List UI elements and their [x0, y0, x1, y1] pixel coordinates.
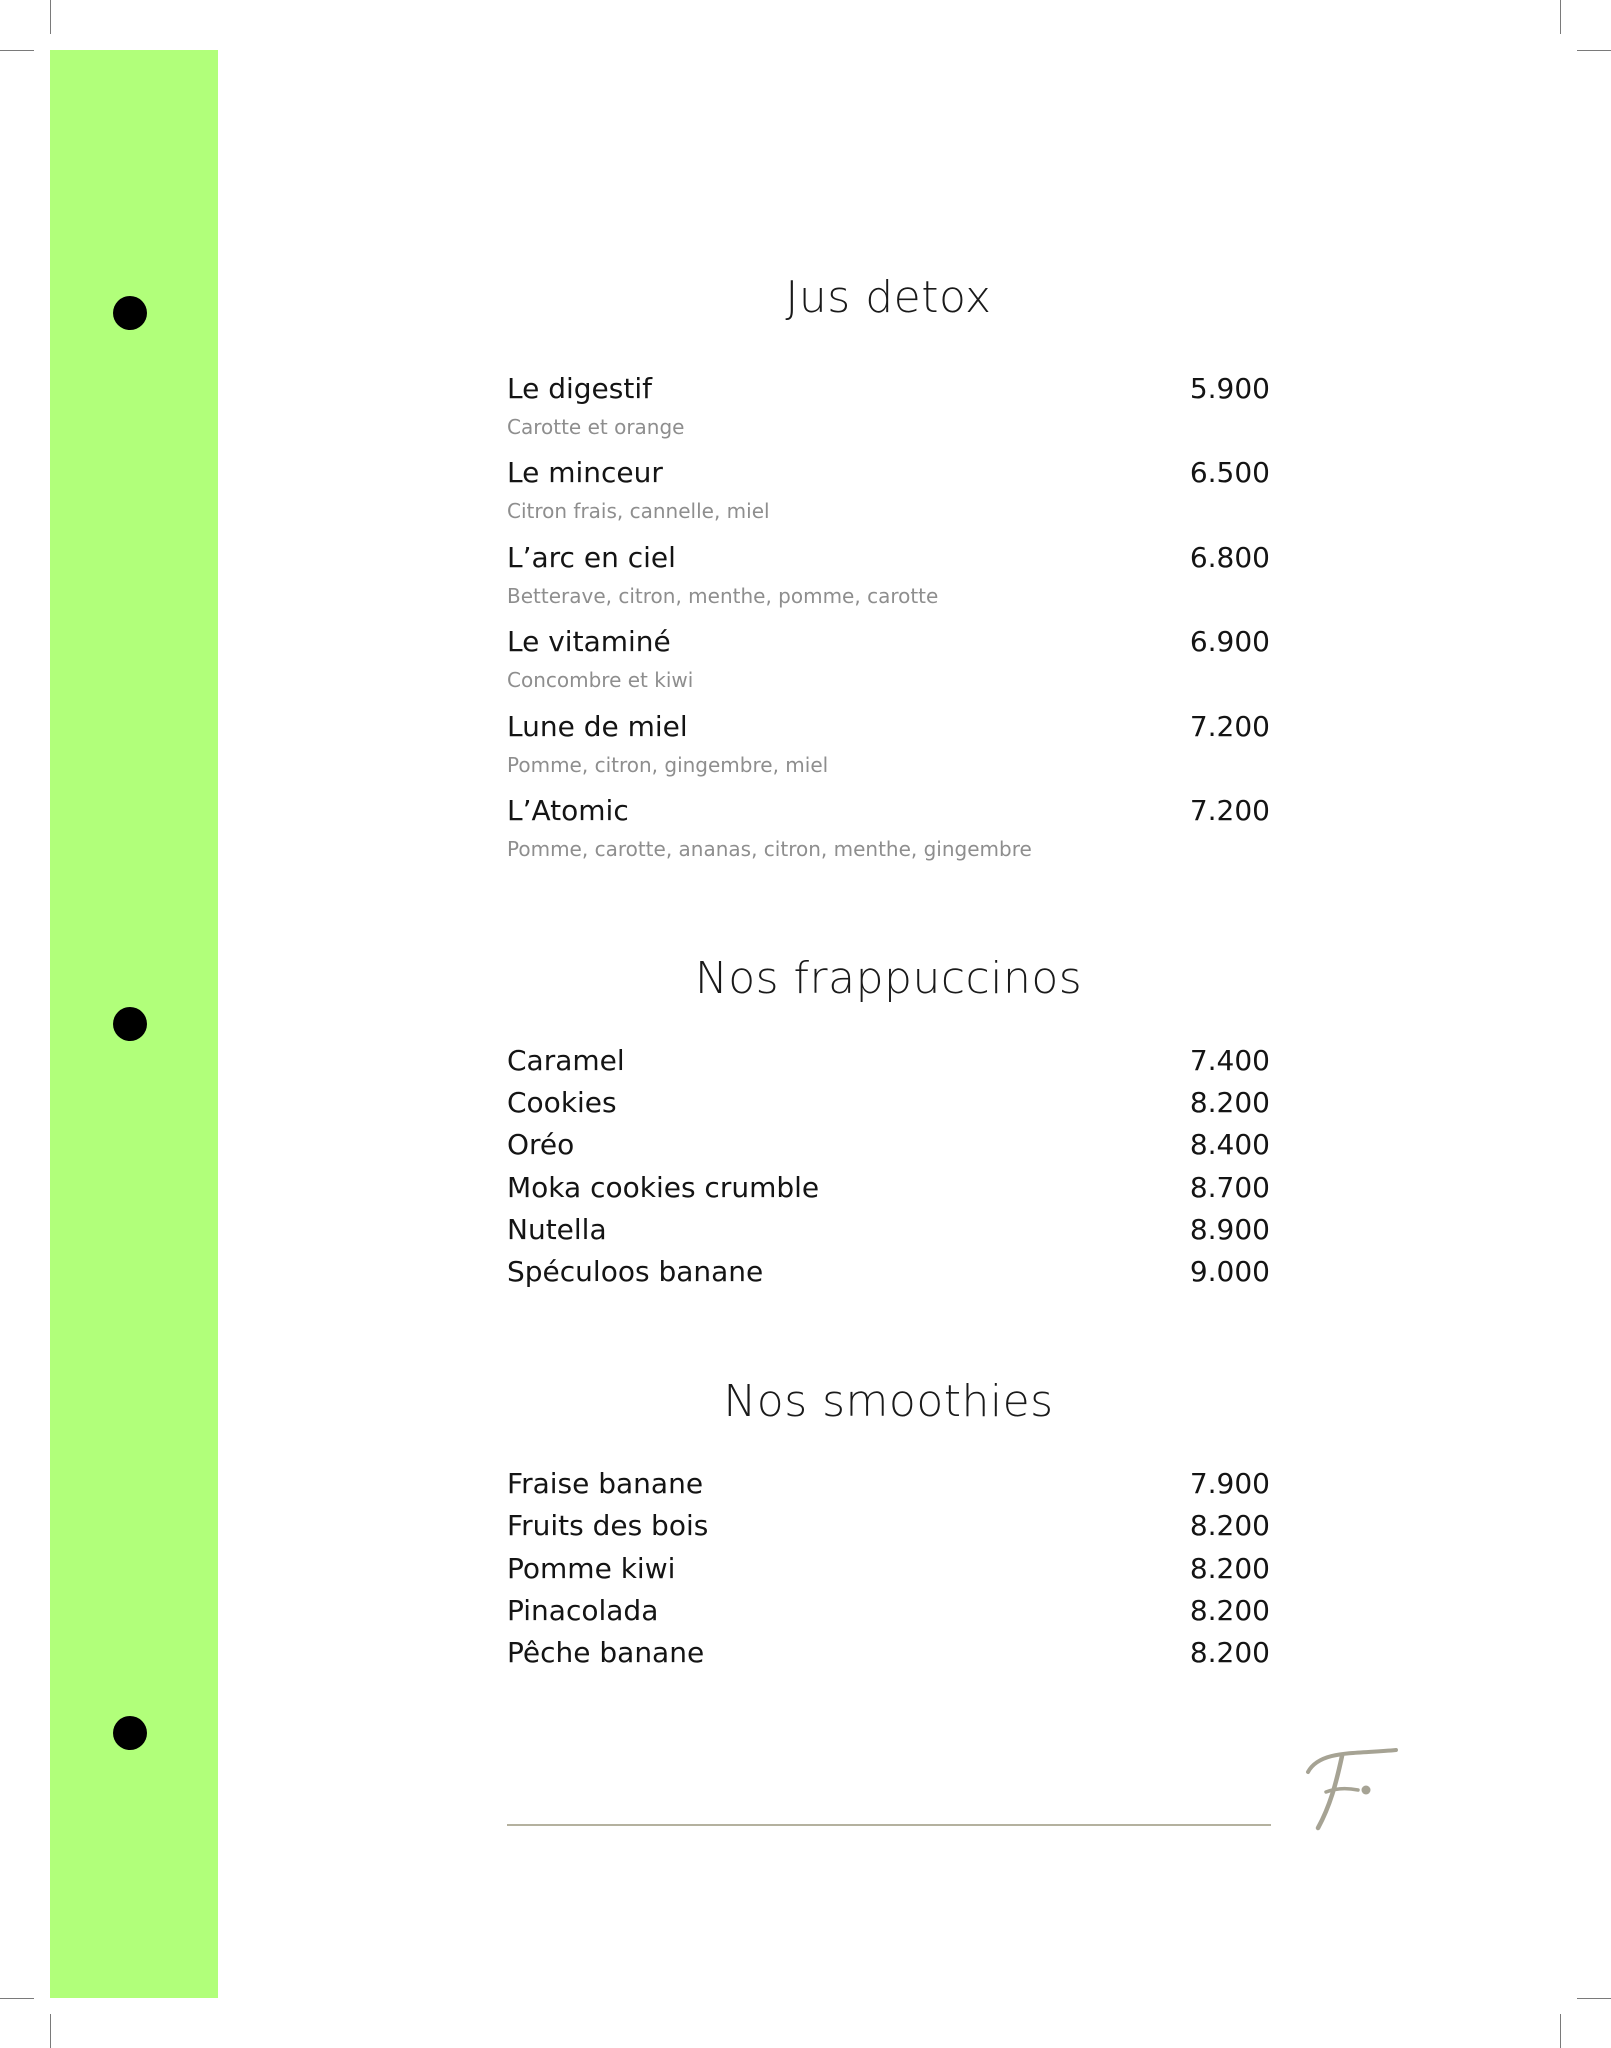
- menu-item-price: 8.200: [1189, 1086, 1270, 1119]
- menu-item-description: Concombre et kiwi: [507, 668, 694, 692]
- menu-item-price: 8.200: [1189, 1594, 1270, 1627]
- menu-item-price: 7.900: [1189, 1467, 1270, 1500]
- menu-item-name: Le vitaminé: [507, 625, 671, 658]
- menu-item-price: 6.900: [1189, 625, 1270, 658]
- menu-item-price: 8.400: [1189, 1128, 1270, 1161]
- binder-hole: [113, 1007, 147, 1041]
- menu-item-price: 8.200: [1189, 1552, 1270, 1585]
- menu-item-description: Pomme, carotte, ananas, citron, menthe, gingembre: [507, 837, 1032, 861]
- menu-item-price: 8.700: [1189, 1171, 1270, 1204]
- crop-mark: [50, 2014, 51, 2048]
- menu-item-name: Le minceur: [507, 456, 663, 489]
- menu-item-name: Nutella: [507, 1213, 607, 1246]
- crop-mark: [1560, 0, 1561, 34]
- menu-item-name: Fruits des bois: [507, 1509, 709, 1542]
- menu-item-name: Pomme kiwi: [507, 1552, 676, 1585]
- section-title-jus-detox: Jus detox: [785, 272, 992, 323]
- menu-item-description: Pomme, citron, gingembre, miel: [507, 753, 829, 777]
- menu-item-name: L’arc en ciel: [507, 541, 676, 574]
- menu-item-name: Oréo: [507, 1128, 575, 1161]
- menu-item-price: 6.800: [1189, 541, 1270, 574]
- menu-item-price: 8.900: [1189, 1213, 1270, 1246]
- menu-item-name: Fraise banane: [507, 1467, 704, 1500]
- binder-hole: [113, 1716, 147, 1750]
- menu-item-price: 9.000: [1189, 1255, 1270, 1288]
- menu-item-price: 5.900: [1189, 372, 1270, 405]
- crop-mark: [50, 0, 51, 34]
- menu-item-name: Lune de miel: [507, 710, 688, 743]
- menu-item-price: 8.200: [1189, 1509, 1270, 1542]
- menu-item-price: 7.200: [1189, 794, 1270, 827]
- menu-item-name: L’Atomic: [507, 794, 629, 827]
- menu-item-price: 6.500: [1189, 456, 1270, 489]
- menu-item-price: 8.200: [1189, 1636, 1270, 1669]
- crop-mark: [1577, 50, 1611, 51]
- menu-item-name: Pêche banane: [507, 1636, 705, 1669]
- crop-mark: [0, 50, 34, 51]
- menu-item-name: Caramel: [507, 1044, 625, 1077]
- footer-rule: [507, 1824, 1271, 1826]
- menu-item-name: Pinacolada: [507, 1594, 659, 1627]
- menu-item-description: Citron frais, cannelle, miel: [507, 499, 770, 523]
- binder-hole: [113, 296, 147, 330]
- f-monogram-logo: [1300, 1744, 1400, 1834]
- menu-item-name: Moka cookies crumble: [507, 1171, 820, 1204]
- menu-item-name: Le digestif: [507, 372, 652, 405]
- crop-mark: [1560, 2014, 1561, 2048]
- menu-item-description: Betterave, citron, menthe, pomme, carotte: [507, 584, 939, 608]
- menu-item-description: Carotte et orange: [507, 415, 685, 439]
- menu-item-price: 7.400: [1189, 1044, 1270, 1077]
- crop-mark: [1577, 1998, 1611, 1999]
- crop-mark: [0, 1998, 34, 1999]
- menu-item-name: Cookies: [507, 1086, 617, 1119]
- menu-item-name: Spéculoos banane: [507, 1255, 764, 1288]
- section-title-smoothies: Nos smoothies: [723, 1376, 1054, 1427]
- section-title-frappuccinos: Nos frappuccinos: [694, 953, 1083, 1004]
- menu-item-price: 7.200: [1189, 710, 1270, 743]
